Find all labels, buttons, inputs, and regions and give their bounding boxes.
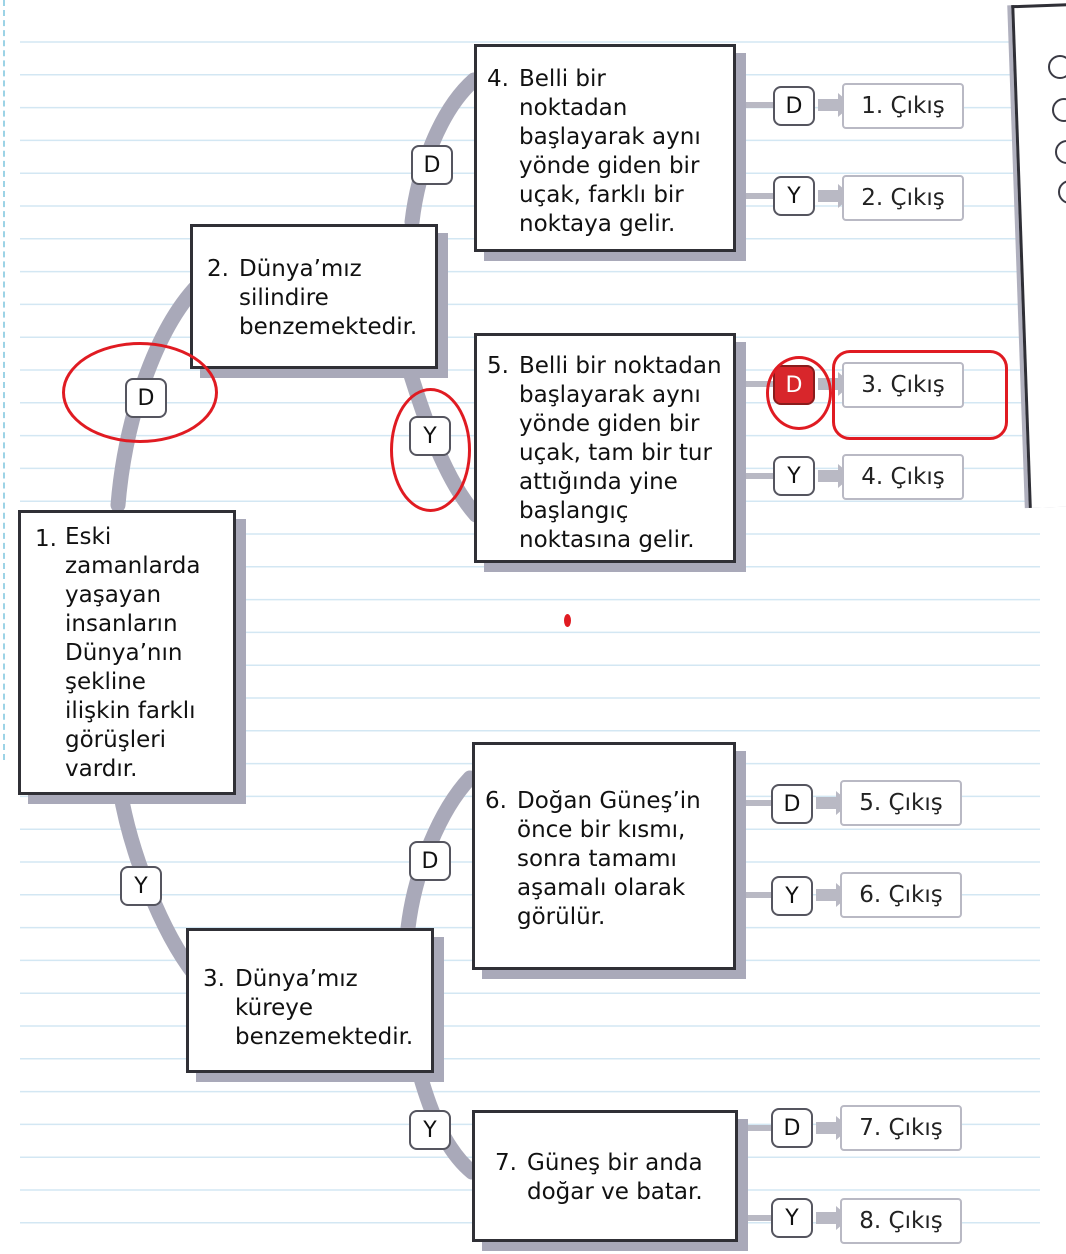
node-7-box: [472, 1110, 738, 1242]
node-3-text: Dünya’mız küreye benzemektedir.: [235, 966, 414, 1050]
node-4-text: Belli bir noktadan başlayarak aynı yönde giden bir uçak, farklı bir noktaya gelir.: [519, 66, 701, 237]
node-3-box: [186, 928, 434, 1073]
exit-2[interactable]: 2. Çıkış: [842, 175, 964, 221]
tag-4-Y[interactable]: Y: [773, 176, 815, 216]
tag-4-D[interactable]: D: [773, 86, 815, 126]
highlight-ellipse-tag-2-Y: [390, 388, 471, 512]
highlight-box-exit-3: [832, 350, 1008, 440]
node-4-box: [474, 44, 736, 252]
exit-1[interactable]: 1. Çıkış: [842, 83, 964, 129]
node-2-number: 2.: [207, 256, 229, 282]
tag-1-D[interactable]: D: [125, 378, 167, 418]
node-6-number: 6.: [485, 788, 507, 814]
tag-7-D[interactable]: D: [771, 1108, 813, 1148]
tag-3-Y[interactable]: Y: [409, 1110, 451, 1150]
tag-6-Y[interactable]: Y: [771, 876, 813, 916]
exit-4[interactable]: 4. Çıkış: [842, 454, 964, 500]
tag-5-D-selected[interactable]: D: [773, 365, 815, 405]
exit-3[interactable]: 3. Çıkış: [842, 362, 964, 408]
exit-arrows: [816, 93, 852, 1230]
node-5-text: Belli bir noktadan başlayarak aynı yönde giden bir uçak, tam bir tur attığında yine başlangıç noktasına gelir.: [519, 353, 722, 553]
node-5-number: 5.: [487, 353, 509, 379]
highlight-circle-tag-5-D: [766, 356, 832, 430]
node-7-number: 7.: [495, 1150, 517, 1176]
node-5-box: [474, 333, 736, 563]
tag-6-D[interactable]: D: [771, 784, 813, 824]
tag-3-D[interactable]: D: [409, 841, 451, 881]
node-6-text: Doğan Güneş’in önce bir kısmı, sonra tamamı aşamalı olarak görülür.: [517, 788, 701, 930]
exit-5[interactable]: 5. Çıkış: [840, 780, 962, 826]
node-1-number: 1.: [35, 526, 57, 552]
exit-8[interactable]: 8. Çıkış: [840, 1198, 962, 1244]
red-dot-mark: [564, 614, 571, 627]
node-6-box: [472, 742, 736, 970]
tag-2-Y[interactable]: Y: [409, 416, 451, 456]
node-2-text: Dünya’mız silindire benzemektedir.: [239, 256, 418, 340]
tag-2-D[interactable]: D: [411, 145, 453, 185]
node-7-text: Güneş bir anda doğar ve batar.: [527, 1150, 703, 1205]
exit-7[interactable]: 7. Çıkış: [840, 1105, 962, 1151]
exit-6[interactable]: 6. Çıkış: [840, 872, 962, 918]
highlight-ellipse-tag-1-D: [62, 342, 218, 443]
node-4-number: 4.: [487, 66, 509, 92]
node-1-text: Eski zamanlarda yaşayan insanların Dünya’nın şekline ilişkin farklı görüşleri vardır.: [65, 524, 201, 782]
node-3-number: 3.: [203, 966, 225, 992]
tag-1-Y[interactable]: Y: [120, 866, 162, 906]
tag-7-Y[interactable]: Y: [771, 1198, 813, 1238]
tag-5-Y[interactable]: Y: [773, 456, 815, 496]
node-2-box: [190, 224, 438, 369]
option-bubble-icon[interactable]: [1048, 55, 1066, 79]
node-1-box: [18, 510, 236, 795]
